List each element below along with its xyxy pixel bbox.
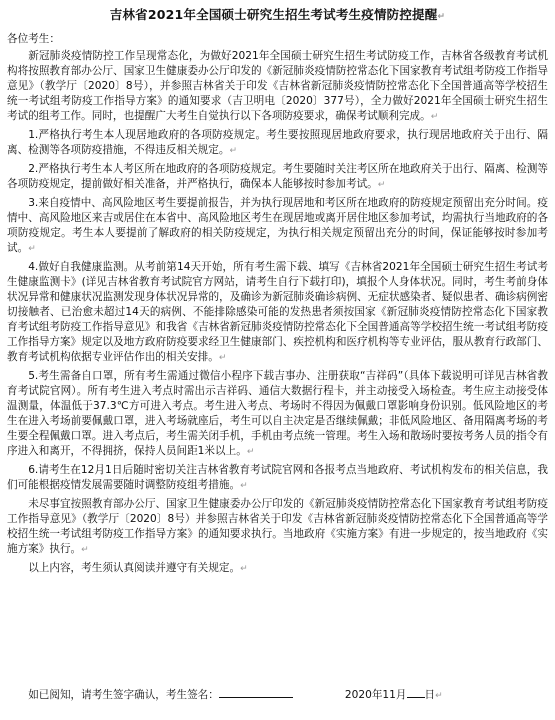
signature-prompt: 如已阅知，请考生签字确认，考生签名： xyxy=(28,689,219,701)
paragraph-mark-icon: ↵ xyxy=(437,12,446,22)
paragraph-outstanding-matters: 未尽事宜按照教育部办公厅、国家卫生健康委办公厅印发的《新冠肺炎疫情防控常态化下国家教育考试组考防疫工作指导意见》（教学厅〔2020〕8号）并参照吉林省关于印发《吉林省新冠肺炎疫情防控常态化下全国普通高等学校招生统一考试组考防疫工作指导方案》的通知要求执行。当地政府《实施方案》有进一步规定的，按当地政府《实施方案》执行。↵ xyxy=(7,498,548,555)
paragraph-mark-icon: ↵ xyxy=(435,691,443,701)
paragraph-mark-icon: ↵ xyxy=(240,481,248,491)
signature-field[interactable] xyxy=(219,686,293,698)
paragraph-item-1: 1.严格执行考生本人现居地政府的各项防疫规定。考生要按照现居地政府要求，执行现居地政府关于出行、隔离、检测等各项防疫措施，不得违反相关规定。↵ xyxy=(7,129,548,156)
paragraph-mark-icon: ↵ xyxy=(229,146,238,156)
signature-date-day-suffix: 日 xyxy=(424,689,436,701)
paragraph-item-4: 4.做好自我健康监测。从考前第14天开始，所有考生需下载、填写《吉林省2021年全国硕士研究生招生考试考生健康监测卡》(详见吉林省教育考试院官方网站，请考生自行下载打印)，填报个人身体状况。同时，考生考前身体状况异常和健康状况监测发现身体状况异常的，及确诊为新冠肺炎确诊病例、无症状感染者、疑似患者、确诊病例密切接触者、已治愈未超过14天的病例、不能排除感染可能的发热患者须按国家《新冠肺炎疫情防控常态化下国家教育考试组考防疫工作指导意见》和我省《吉林省新冠肺炎疫情防控常态化下全国普通高等学校招生统一考试组考防疫工作指导方案》规定以及地方政府防疫要求经卫生健康部门、疾控机构和医疗机构等专业评估，服从教育行政部门、教育考试机构依据专业评估作出的相关安排。↵ xyxy=(7,261,548,363)
signature-date-day-field[interactable] xyxy=(407,686,425,698)
signature-date-month: 2020年11月 xyxy=(344,689,407,701)
paragraph-closing: 以上内容，考生须认真阅读并遵守有关规定。↵ xyxy=(28,562,248,574)
paragraph-mark-icon: ↵ xyxy=(81,545,89,555)
paragraph-mark-icon: ↵ xyxy=(28,244,36,254)
paragraph-mark-icon: ↵ xyxy=(218,353,227,363)
paragraph-mark-icon: ↵ xyxy=(246,447,255,457)
paragraph-item-2: 2.严格执行考生本人考区所在地政府的各项防疫规定。考生要随时关注考区所在地政府关于出行、隔离、检测等各项防疫规定，提前做好相关准备，并严格执行，确保本人能够按时参加考试。↵ xyxy=(7,163,548,190)
paragraph-item-6: 6.请考生在12月1日后随时密切关注吉林省教育考试院官网和各报考点当地政府、考试机构发布的相关信息，我们可能根据疫情发展需要随时调整防疫组考措施。↵ xyxy=(7,464,548,491)
paragraph-item-5: 5.考生需备自口罩，所有考生需通过微信小程序下载吉事办、注册获取“吉祥码”（具体下载说明可详见吉林省教育考试院官网）。所有考生进入考点时需出示吉祥码、通信大数据行程卡，并主动接受入场检查。考生应主动接受体温测量，体温低于37.3℃方可进入考点。考生进入考点、考场时不得因为佩戴口罩影响身份识别。低风险地区的考生在进入考场前要佩戴口罩，进入考场就座后，考生可以自主决定是否继续佩戴；非低风险地区、备用隔离考场的考生要全程佩戴口罩。进入考点后，考生需关闭手机，手机由考点统一管理。考生入场和散场时要按考务人员的指令有序进入和离开，不得拥挤，保持人员间距1米以上。↵ xyxy=(7,370,548,457)
document-title: 吉林省2021年全国硕士研究生招生考试考生疫情防控提醒↵ xyxy=(109,7,446,22)
salutation: 各位考生： xyxy=(7,33,60,45)
signature-line xyxy=(7,686,548,704)
paragraph-item-3: 3.来自疫情中、高风险地区考生要提前报告，并为执行现居地和考区所在地政府的防疫规定预留出充分时间。疫情中、高风险地区来吉或居住在本省中、高风险地区考生在现居地或离开居住地区参加考试，均需执行当地政府的各项防疫规定。考生本人要提前了解政府的相关防疫规定，为执行相关规定预留出充分的时间，保证能够按时参加考试。↵ xyxy=(7,197,548,254)
paragraph-intro: 新冠肺炎疫情防控工作呈现常态化，为做好2021年全国硕士研究生招生考试防疫工作，吉林省各级教育考试机构将按照教育部办公厅、国家卫生健康委办公厅印发的《新冠肺炎疫情防控常态化下国家教育考试组考防疫工作指导意见》（教学厅〔2020〕8号），并参照吉林省关于印发《吉林省新冠肺炎疫情防控常态化下全国普通高等学校招生统一考试组考防疫工作指导方案》的通知要求（吉卫明电〔2020〕377号），全力做好2021年全国硕士研究生招生考试的组考工作。同时，也提醒广大考生自觉执行以下各项防疫要求，确保考试顺利完成。↵ xyxy=(7,50,548,122)
paragraph-mark-icon: ↵ xyxy=(240,564,248,574)
paragraph-mark-icon: ↵ xyxy=(377,180,386,190)
paragraph-mark-icon: ↵ xyxy=(430,112,439,122)
